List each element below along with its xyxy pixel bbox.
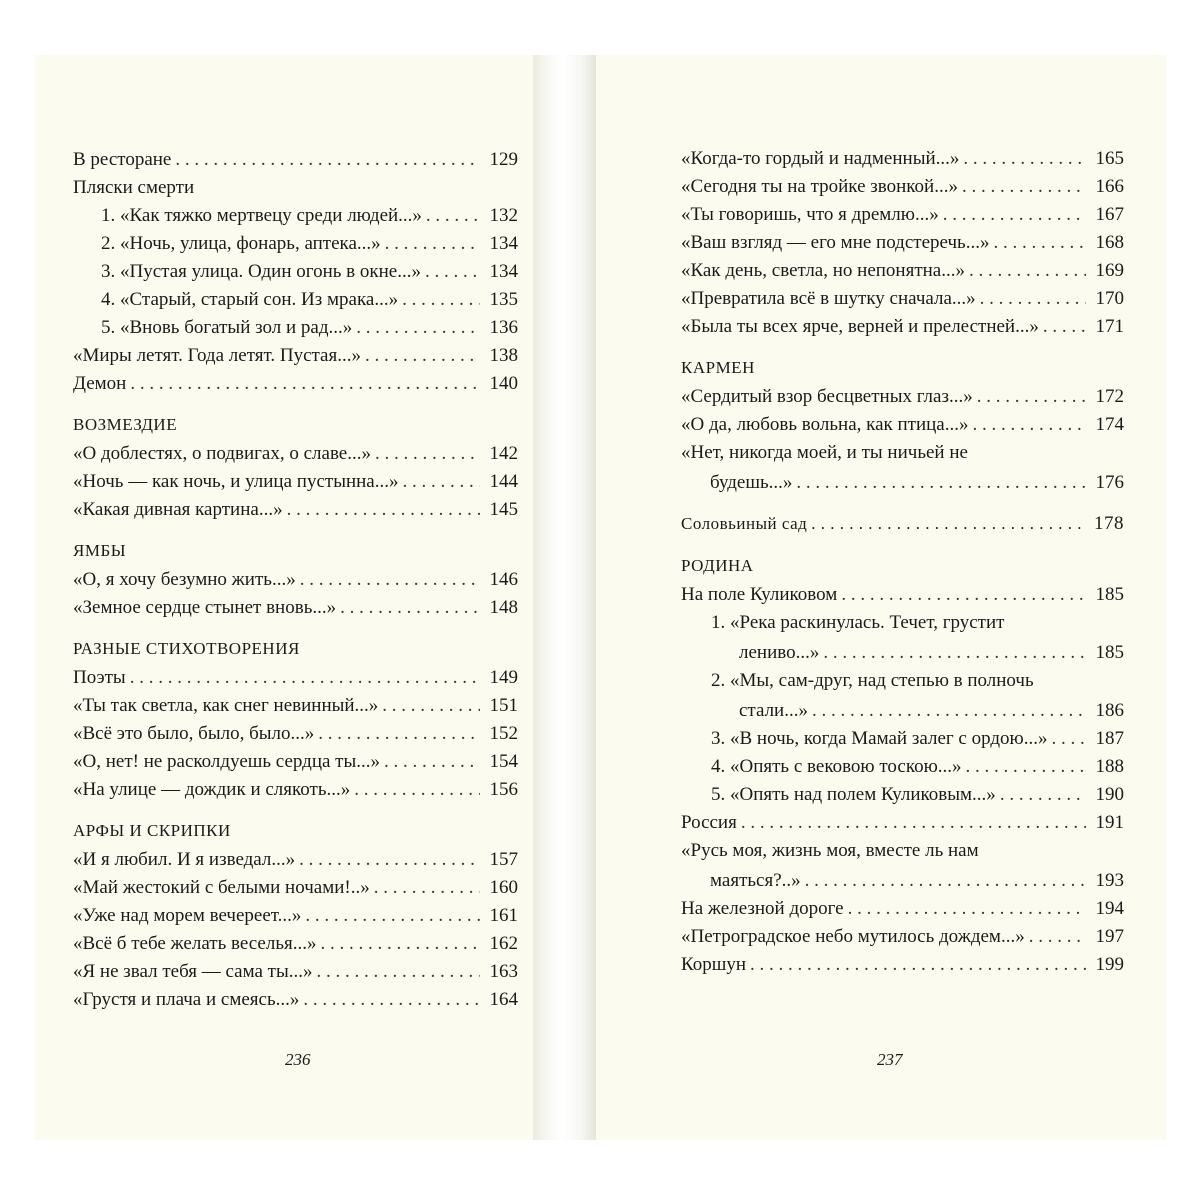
toc-entry (73, 286, 518, 314)
toc-entry-title: 3. «В ночь, когда Мамай залег с ордою...» (711, 728, 1048, 749)
toc-entry (73, 958, 518, 986)
toc-entry (681, 725, 1124, 753)
toc-left-column (73, 146, 518, 1014)
dot-leader (340, 594, 480, 622)
toc-section-heading: КАРМЕН (681, 358, 755, 377)
toc-page-number: 187 (1095, 728, 1124, 749)
toc-entry-title: будешь...» (710, 472, 793, 493)
dot-leader (402, 468, 480, 496)
toc-entry-title: «И я любил. И я изведал...» (73, 849, 296, 870)
toc-page-number: 151 (489, 695, 518, 716)
toc-entry (73, 496, 518, 524)
toc-entry-title: 1. «Как тяжко мертвецу среди людей...» (101, 205, 422, 226)
toc-entry-title: «О, нет! не расколдуешь сердца ты...» (73, 751, 380, 772)
toc-entry (73, 692, 518, 720)
toc-entry (681, 201, 1124, 229)
toc-entry-title: Поэты (73, 667, 126, 688)
toc-section-heading: ЯМБЫ (73, 541, 127, 560)
dot-leader (823, 639, 1086, 667)
toc-entry (73, 664, 518, 692)
toc-page-number: 171 (1095, 316, 1124, 337)
toc-entry-title: «На улице — дождик и слякоть...» (73, 779, 351, 800)
toc-entry (681, 923, 1124, 951)
toc-section-heading: ВОЗМЕЗДИЕ (73, 415, 178, 434)
dot-leader (299, 846, 480, 874)
dot-leader (741, 809, 1086, 837)
toc-page-number: 172 (1095, 386, 1124, 407)
page-number-right: 237 (877, 1050, 903, 1069)
toc-page-number: 185 (1095, 584, 1124, 605)
toc-entry-title-line: «Нет, никогда моей, и ты ничьей не (681, 442, 968, 463)
dot-leader (750, 951, 1086, 979)
toc-page-number: 148 (489, 597, 518, 618)
toc-entry-title: 5. «Вновь богатый зол и рад...» (101, 317, 353, 338)
toc-page-number: 146 (489, 569, 518, 590)
dot-leader (375, 440, 480, 468)
toc-entry-title: «О да, любовь вольна, как птица...» (681, 414, 969, 435)
toc-page-number: 185 (1095, 642, 1124, 663)
dot-leader (993, 229, 1086, 257)
toc-entry (73, 902, 518, 930)
toc-entry-title: На поле Куликовом (681, 584, 838, 605)
toc-page-number: 166 (1095, 176, 1124, 197)
toc-entry-title: Соловьиный сад (681, 514, 808, 533)
toc-page-number: 191 (1095, 812, 1124, 833)
toc-entry-title: Коршун (681, 954, 747, 975)
toc-entry (681, 809, 1124, 837)
toc-entry (681, 411, 1124, 439)
toc-entry (681, 313, 1124, 341)
toc-entry (681, 753, 1124, 781)
toc-page-number: 162 (489, 933, 518, 954)
dot-leader (1043, 313, 1086, 341)
toc-page-number: 145 (489, 499, 518, 520)
toc-entry-title: «О доблестях, о подвигах, о славе...» (73, 443, 371, 464)
toc-entry (681, 285, 1124, 313)
toc-section-heading: РАЗНЫЕ СТИХОТВОРЕНИЯ (73, 639, 300, 658)
dot-leader (384, 748, 480, 776)
toc-page-number: 168 (1095, 232, 1124, 253)
toc-entry (73, 314, 518, 342)
toc-entry (73, 986, 518, 1014)
toc-entry-title: «Ты говоришь, что я дремлю...» (681, 204, 939, 225)
toc-page-number: 149 (489, 667, 518, 688)
dot-leader (130, 664, 480, 692)
toc-entry (681, 229, 1124, 257)
toc-page-number: 163 (489, 961, 518, 982)
toc-entry (681, 383, 1124, 411)
dot-leader (130, 370, 480, 398)
toc-entry (681, 639, 1124, 667)
toc-entry (73, 594, 518, 622)
toc-entry (681, 867, 1124, 895)
toc-entry (681, 781, 1124, 809)
toc-page-number: 190 (1095, 784, 1124, 805)
toc-page-number: 169 (1095, 260, 1124, 281)
toc-page-number: 194 (1095, 898, 1124, 919)
dot-leader (175, 146, 480, 174)
toc-entry (73, 930, 518, 958)
dot-leader (354, 776, 480, 804)
toc-page-number: 154 (489, 751, 518, 772)
dot-leader (426, 202, 480, 230)
toc-page-number: 188 (1095, 756, 1124, 777)
toc-page-number: 157 (489, 849, 518, 870)
dot-leader (425, 258, 480, 286)
toc-page-number: 134 (489, 261, 518, 282)
toc-page-number: 199 (1095, 954, 1124, 975)
toc-entry (681, 951, 1124, 979)
toc-subheading: Пляски смерти (73, 177, 195, 198)
toc-section-entry (681, 509, 1124, 539)
toc-section-heading: АРФЫ И СКРИПКИ (73, 821, 231, 840)
dot-leader (796, 469, 1086, 497)
dot-leader (318, 720, 480, 748)
toc-entry (73, 720, 518, 748)
toc-entry (73, 370, 518, 398)
toc-page-number: 164 (489, 989, 518, 1010)
toc-page-number: 144 (489, 471, 518, 492)
toc-entry-title: Демон (73, 373, 127, 394)
toc-page-number: 161 (489, 905, 518, 926)
dot-leader (1029, 923, 1086, 951)
toc-entry-title: «Петроградское небо мутилось дождем...» (681, 926, 1025, 947)
toc-entry-title: «Сердитый взор бесцветных глаз...» (681, 386, 973, 407)
toc-page-number: 174 (1095, 414, 1124, 435)
toc-page-number: 136 (489, 317, 518, 338)
toc-entry (73, 146, 518, 174)
toc-entry (681, 697, 1124, 725)
dot-leader (374, 874, 480, 902)
toc-page-number: 176 (1095, 472, 1124, 493)
toc-entry-title: «Когда-то гордый и надменный...» (681, 148, 960, 169)
toc-page-number: 197 (1095, 926, 1124, 947)
dot-leader (805, 867, 1086, 895)
toc-page-number: 160 (489, 877, 518, 898)
toc-entry (73, 874, 518, 902)
toc-right-column (681, 145, 1124, 979)
toc-page-number: 165 (1095, 148, 1124, 169)
dot-leader (1000, 781, 1086, 809)
toc-entry-title-line: «Русь моя, жизнь моя, вместе ль нам (681, 840, 979, 861)
toc-entry (73, 566, 518, 594)
toc-entry-title: «Превратила всё в шутку сначала...» (681, 288, 976, 309)
toc-entry-title: «Я не звал тебя — сама ты...» (73, 961, 313, 982)
toc-entry-title: «Какая дивная картина...» (73, 499, 283, 520)
toc-entry-title: «Уже над морем вечереет...» (73, 905, 302, 926)
toc-page-number: 140 (489, 373, 518, 394)
toc-page-number: 167 (1095, 204, 1124, 225)
toc-entry-title: В ресторане (73, 149, 172, 170)
dot-leader (385, 230, 480, 258)
toc-entry-title: «Сегодня ты на тройке звонкой...» (681, 176, 958, 197)
dot-leader (1051, 725, 1086, 753)
toc-entry-title: «Всё это было, было, было...» (73, 723, 315, 744)
toc-page-number: 193 (1095, 870, 1124, 891)
dot-leader (977, 383, 1086, 411)
toc-entry-title: 4. «Опять с вековою тоскою...» (711, 756, 962, 777)
dot-leader (841, 581, 1086, 609)
toc-entry-title: «Миры летят. Года летят. Пустая...» (73, 345, 361, 366)
toc-entry-title-line: 1. «Река раскинулась. Течет, грустит (711, 612, 1005, 633)
toc-entry-title: 2. «Ночь, улица, фонарь, аптека...» (101, 233, 381, 254)
toc-entry (73, 230, 518, 258)
toc-entry-title: «Ваш взгляд — его мне подстеречь...» (681, 232, 990, 253)
toc-entry-title: «Май жестокий с белыми ночами!..» (73, 877, 370, 898)
toc-entry (73, 258, 518, 286)
toc-entry (681, 581, 1124, 609)
toc-entry-title: На железной дороге (681, 898, 844, 919)
book-gutter (533, 55, 598, 1140)
toc-entry (681, 895, 1124, 923)
toc-entry (681, 145, 1124, 173)
toc-entry-title: «Ночь — как ночь, и улица пустынна...» (73, 471, 399, 492)
toc-entry-title: маяться?..» (710, 870, 801, 891)
toc-entry-title: «Была ты всех ярче, верней и прелестней...» (681, 316, 1039, 337)
toc-entry (73, 342, 518, 370)
toc-entry-title: 5. «Опять над полем Куликовым...» (711, 784, 996, 805)
toc-entry (73, 748, 518, 776)
dot-leader (963, 145, 1086, 173)
dot-leader (966, 753, 1086, 781)
dot-leader (402, 286, 480, 314)
toc-entry-title-line: 2. «Мы, сам-друг, над степью в полночь (711, 670, 1034, 691)
dot-leader (812, 697, 1086, 725)
toc-entry (681, 469, 1124, 497)
toc-entry (73, 440, 518, 468)
toc-entry-title: 3. «Пустая улица. Один огонь в окне...» (101, 261, 421, 282)
dot-leader (980, 285, 1086, 313)
toc-entry-title: 4. «Старый, старый сон. Из мрака...» (101, 289, 399, 310)
toc-entry-title: «О, я хочу безумно жить...» (73, 569, 296, 590)
toc-page-number: 135 (489, 289, 518, 310)
dot-leader (962, 173, 1086, 201)
toc-section-heading: РОДИНА (681, 556, 754, 575)
toc-page-number: 156 (489, 779, 518, 800)
toc-entry (73, 776, 518, 804)
toc-entry-title: «Ты так светла, как снег невинный...» (73, 695, 379, 716)
toc-page-number: 138 (489, 345, 518, 366)
toc-entry-title: «Всё б тебе желать веселья...» (73, 933, 317, 954)
toc-page-number: 134 (489, 233, 518, 254)
page-number-left: 236 (285, 1050, 311, 1069)
toc-entry (73, 468, 518, 496)
dot-leader (300, 566, 480, 594)
dot-leader (973, 411, 1087, 439)
dot-leader (811, 509, 1086, 539)
toc-page-number: 129 (489, 149, 518, 170)
toc-entry-title: «Земное сердце стынет вновь...» (73, 597, 337, 618)
dot-leader (305, 902, 480, 930)
toc-entry-title: лениво...» (739, 642, 820, 663)
toc-page-number: 186 (1095, 700, 1124, 721)
dot-leader (356, 314, 480, 342)
toc-entry-title: стали...» (739, 700, 808, 721)
dot-leader (365, 342, 480, 370)
toc-page-number: 142 (489, 443, 518, 464)
toc-entry (681, 173, 1124, 201)
toc-entry-title: «Грустя и плача и смеясь...» (73, 989, 300, 1010)
dot-leader (287, 496, 480, 524)
dot-leader (317, 958, 481, 986)
dot-leader (303, 986, 480, 1014)
toc-page-number: 178 (1094, 513, 1124, 534)
dot-leader (943, 201, 1086, 229)
dot-leader (848, 895, 1086, 923)
toc-entry (73, 846, 518, 874)
toc-entry-title: «Как день, светла, но непонятна...» (681, 260, 965, 281)
toc-page-number: 132 (489, 205, 518, 226)
toc-page-number: 170 (1095, 288, 1124, 309)
toc-entry (73, 202, 518, 230)
toc-page-number: 152 (489, 723, 518, 744)
toc-entry-title: Россия (681, 812, 737, 833)
dot-leader (321, 930, 481, 958)
dot-leader (969, 257, 1086, 285)
toc-entry (681, 257, 1124, 285)
dot-leader (382, 692, 480, 720)
